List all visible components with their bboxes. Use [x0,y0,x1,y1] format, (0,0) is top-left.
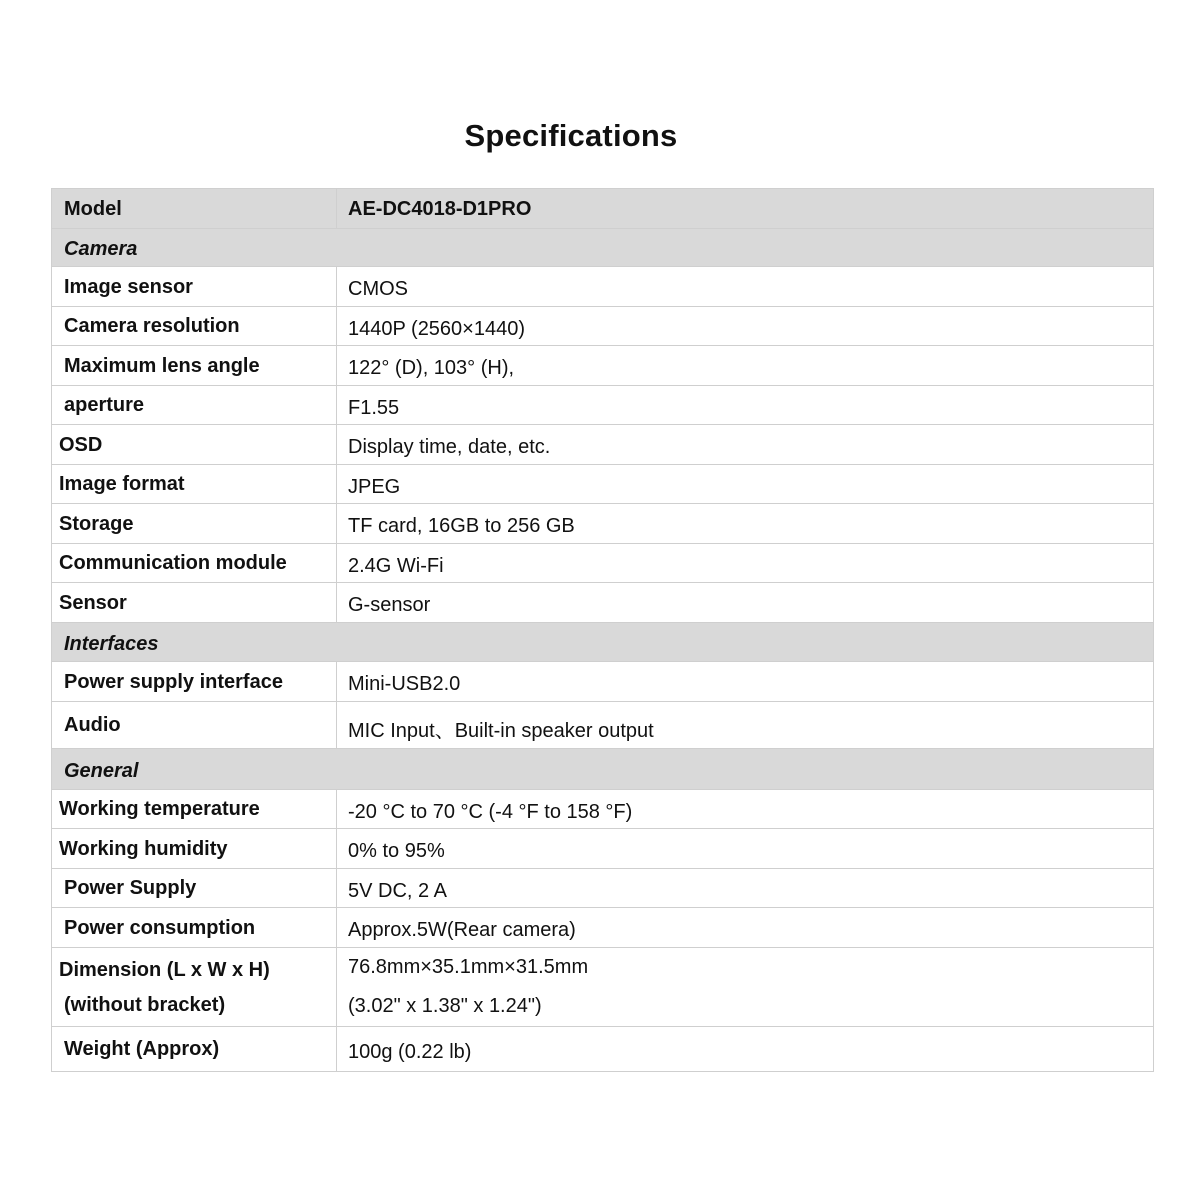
table-row [52,908,1154,948]
spec-value: 5V DC, 2 A [337,869,1154,908]
spec-label: Communication module [52,544,337,583]
spec-value: TF card, 16GB to 256 GB [337,504,1154,544]
table-row [52,829,1154,869]
spec-label: Sensor [52,583,337,623]
spec-label: Audio [52,702,337,749]
section-title: General [52,749,1154,790]
spec-label [52,948,337,1027]
table-row [52,504,1154,544]
spec-value: F1.55 [337,386,1154,425]
spec-value: 0% to 95% [337,829,1154,869]
spec-label: Power supply interface [52,662,337,702]
table-row [52,702,1154,749]
spec-label: Storage [52,504,337,544]
specifications-table [51,188,1154,1072]
table-row [52,386,1154,425]
spec-label: Camera resolution [52,307,337,346]
spec-label: Image format [52,465,337,504]
spec-label: Working temperature [52,790,337,829]
section-header-general [52,749,1154,790]
spec-label: Power Supply [52,869,337,908]
table-row [52,465,1154,504]
spec-value: -20 °C to 70 °C (-4 °F to 158 °F) [337,790,1154,829]
table-row [52,869,1154,908]
spec-value: Mini-USB2.0 [337,662,1154,702]
spec-label: Power consumption [52,908,337,948]
section-title: Camera [52,229,1154,267]
table-row [52,425,1154,465]
spec-value: G-sensor [337,583,1154,623]
table-row [52,583,1154,623]
table-row [52,662,1154,702]
spec-label: OSD [52,425,337,465]
table-row [52,307,1154,346]
spec-value-line-2: (3.02" x 1.38" x 1.24") [348,995,542,1017]
spec-label: Image sensor [52,267,337,307]
spec-value: AE-DC4018-D1PRO [337,189,1154,229]
spec-value: 122° (D), 103° (H), [337,346,1154,386]
table-row [52,790,1154,829]
spec-value: JPEG [337,465,1154,504]
section-header-camera [52,229,1154,267]
spec-value: Approx.5W(Rear camera) [337,908,1154,948]
spec-label: Model [52,189,337,229]
table-row [52,948,1154,1027]
section-title: Interfaces [52,623,1154,662]
spec-value-line-1: 76.8mm×35.1mm×31.5mm [348,956,589,978]
page-title: Specifications [464,118,678,153]
spec-value [337,948,1154,1027]
spec-label: Working humidity [52,829,337,869]
spec-value: CMOS [337,267,1154,307]
spec-value: 2.4G Wi-Fi [337,544,1154,583]
spec-label: aperture [52,386,337,425]
table-row [52,267,1154,307]
spec-value: MIC Input、Built-in speaker output [337,702,1154,749]
spec-value: Display time, date, etc. [337,425,1154,465]
spec-label-line-2: (without bracket) [64,994,226,1016]
table-row [52,1027,1154,1072]
spec-value: 1440P (2560×1440) [337,307,1154,346]
section-header-interfaces [52,623,1154,662]
spec-label-line-1: Dimension (L x W x H) [59,959,270,981]
spec-label: Weight (Approx) [52,1027,337,1072]
model-row [52,189,1154,229]
spec-label: Maximum lens angle [52,346,337,386]
table-row [52,544,1154,583]
table-row [52,346,1154,386]
spec-value: 100g (0.22 lb) [337,1027,1154,1072]
